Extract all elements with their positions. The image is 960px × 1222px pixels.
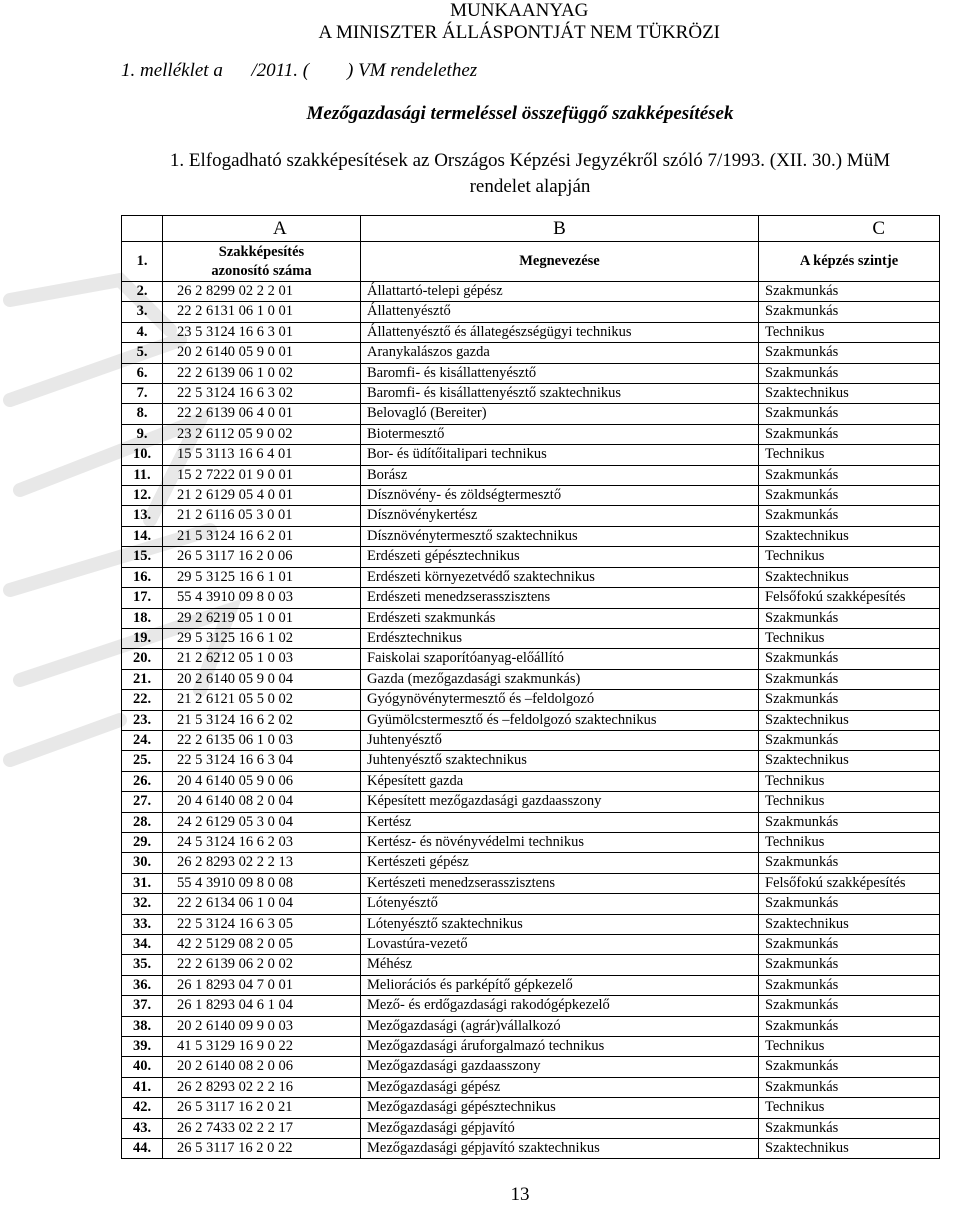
qualification-name: Képesített mezőgazdasági gazdaasszony <box>361 792 759 812</box>
training-level: Szakmunkás <box>759 506 940 526</box>
qualification-code: 22 5 3124 16 6 3 05 <box>163 914 361 934</box>
row-number: 11. <box>122 465 163 485</box>
qualification-name: Erdészeti szakmunkás <box>361 608 759 628</box>
table-row <box>122 853 940 873</box>
training-level: Szaktechnikus <box>759 384 940 404</box>
draft-status-line2: A MINISZTER ÁLLÁSPONTJÁT NEM TÜKRÖZI <box>318 22 720 43</box>
table-row <box>122 649 940 669</box>
training-level: Szakmunkás <box>759 812 940 832</box>
qualification-name: Bor- és üdítőitalipari technikus <box>361 445 759 465</box>
column-letter-a: A <box>163 216 361 242</box>
table-row <box>122 404 940 424</box>
qualification-code: 21 2 6212 05 1 0 03 <box>163 649 361 669</box>
training-level: Szakmunkás <box>759 404 940 424</box>
qualification-name: Dísznövénykertész <box>361 506 759 526</box>
qualification-name: Mezőgazdasági gépész <box>361 1077 759 1097</box>
qualification-name: Kertész <box>361 812 759 832</box>
training-level: Technikus <box>759 792 940 812</box>
training-level: Szaktechnikus <box>759 914 940 934</box>
qualification-code: 29 5 3125 16 6 1 02 <box>163 628 361 648</box>
qualification-code: 15 5 3113 16 6 4 01 <box>163 445 361 465</box>
qualifications-table <box>121 215 940 1159</box>
table-row <box>122 526 940 546</box>
table-row <box>122 628 940 648</box>
training-level: Szakmunkás <box>759 343 940 363</box>
table-row <box>122 465 940 485</box>
training-level: Szakmunkás <box>759 486 940 506</box>
header-code-line1: Szakképesítés <box>218 243 305 260</box>
qualification-code: 21 2 6129 05 4 0 01 <box>163 486 361 506</box>
training-level: Szakmunkás <box>759 955 940 975</box>
row-number: 9. <box>122 424 163 444</box>
table-row <box>122 792 940 812</box>
training-level: Szaktechnikus <box>759 1139 940 1159</box>
row-number: 36. <box>122 975 163 995</box>
table-row <box>122 608 940 628</box>
row-number: 33. <box>122 914 163 934</box>
qualification-name: Juhtenyésztő <box>361 730 759 750</box>
training-level: Szakmunkás <box>759 465 940 485</box>
qualification-name: Borász <box>361 465 759 485</box>
row-number: 41. <box>122 1077 163 1097</box>
table-row <box>122 955 940 975</box>
qualification-name: Kertészeti gépész <box>361 853 759 873</box>
table-row <box>122 975 940 995</box>
qualification-code: 20 2 6140 05 9 0 04 <box>163 669 361 689</box>
column-letter-row <box>122 216 940 242</box>
qualification-name: Lovastúra-vezető <box>361 935 759 955</box>
qualification-name: Erdésztechnikus <box>361 628 759 648</box>
qualification-code: 26 2 7433 02 2 2 17 <box>163 1118 361 1138</box>
row-number: 38. <box>122 1016 163 1036</box>
qualification-code: 55 4 3910 09 8 0 03 <box>163 588 361 608</box>
row-number: 28. <box>122 812 163 832</box>
qualification-name: Lótenyésztő <box>361 894 759 914</box>
row-number: 7. <box>122 384 163 404</box>
training-level: Szakmunkás <box>759 608 940 628</box>
row-number: 20. <box>122 649 163 669</box>
table-row <box>122 302 940 322</box>
annex-reference: 1. melléklet a /2011. ( ) VM rendelethez <box>121 60 478 81</box>
training-level: Szaktechnikus <box>759 526 940 546</box>
row-number: 14. <box>122 526 163 546</box>
qualification-code: 26 5 3117 16 2 0 21 <box>163 1098 361 1118</box>
qualification-code: 42 2 5129 08 2 0 05 <box>163 935 361 955</box>
row-number: 22. <box>122 690 163 710</box>
qualification-name: Dísznövénytermesztő szaktechnikus <box>361 526 759 546</box>
row-number: 12. <box>122 486 163 506</box>
row-number: 35. <box>122 955 163 975</box>
qualification-code: 22 2 6131 06 1 0 01 <box>163 302 361 322</box>
qualification-code: 21 5 3124 16 6 2 01 <box>163 526 361 546</box>
qualification-code: 23 5 3124 16 6 3 01 <box>163 322 361 342</box>
header-name: Megnevezése <box>361 242 759 282</box>
table-row <box>122 1139 940 1159</box>
training-level: Szakmunkás <box>759 1077 940 1097</box>
qualification-code: 20 4 6140 05 9 0 06 <box>163 771 361 791</box>
table-row <box>122 1016 940 1036</box>
row-number: 43. <box>122 1118 163 1138</box>
qualification-code: 26 2 8293 02 2 2 13 <box>163 853 361 873</box>
row-number: 24. <box>122 730 163 750</box>
qualification-name: Mezőgazdasági (agrár)vállalkozó <box>361 1016 759 1036</box>
training-level: Szakmunkás <box>759 935 940 955</box>
qualification-code: 21 2 6116 05 3 0 01 <box>163 506 361 526</box>
row-number: 4. <box>122 322 163 342</box>
training-level: Technikus <box>759 1037 940 1057</box>
qualification-name: Baromfi- és kisállattenyésztő <box>361 363 759 383</box>
qualification-code: 21 5 3124 16 6 2 02 <box>163 710 361 730</box>
column-letter-blank <box>122 216 163 242</box>
row-number: 5. <box>122 343 163 363</box>
training-level: Szaktechnikus <box>759 751 940 771</box>
qualification-name: Mezőgazdasági gazdaasszony <box>361 1057 759 1077</box>
table-row <box>122 282 940 302</box>
row-number: 26. <box>122 771 163 791</box>
table-row <box>122 424 940 444</box>
qualification-code: 26 1 8293 04 7 0 01 <box>163 975 361 995</box>
qualification-name: Mezőgazdasági gépjavító <box>361 1118 759 1138</box>
row-number: 19. <box>122 628 163 648</box>
training-level: Felsőfokú szakképesítés <box>759 588 940 608</box>
table-row <box>122 771 940 791</box>
qualification-code: 15 2 7222 01 9 0 01 <box>163 465 361 485</box>
qualification-code: 22 2 6135 06 1 0 03 <box>163 730 361 750</box>
table-row <box>122 384 940 404</box>
table-row <box>122 914 940 934</box>
table-row <box>122 547 940 567</box>
qualification-code: 26 5 3117 16 2 0 06 <box>163 547 361 567</box>
table-row <box>122 567 940 587</box>
qualification-code: 26 1 8293 04 6 1 04 <box>163 996 361 1016</box>
table-row <box>122 506 940 526</box>
table-row <box>122 486 940 506</box>
row-number: 31. <box>122 873 163 893</box>
qualification-code: 22 5 3124 16 6 3 04 <box>163 751 361 771</box>
training-level: Szakmunkás <box>759 1118 940 1138</box>
table-row <box>122 996 940 1016</box>
draft-status-header <box>319 0 720 44</box>
row-number: 23. <box>122 710 163 730</box>
qualification-code: 20 2 6140 09 9 0 03 <box>163 1016 361 1036</box>
qualification-code: 20 2 6140 08 2 0 06 <box>163 1057 361 1077</box>
training-level: Szakmunkás <box>759 282 940 302</box>
qualification-name: Állattenyésztő <box>361 302 759 322</box>
section-title-line1: 1. Elfogadható szakképesítések az Országos Képzési Jegyzékről szóló 7/1993. (XII. 30.) MüM <box>169 150 891 171</box>
training-level: Technikus <box>759 771 940 791</box>
qualification-code: 29 5 3125 16 6 1 01 <box>163 567 361 587</box>
qualification-code: 22 2 6134 06 1 0 04 <box>163 894 361 914</box>
header-code <box>163 242 361 282</box>
row-number: 3. <box>122 302 163 322</box>
training-level: Szakmunkás <box>759 1016 940 1036</box>
row-number: 42. <box>122 1098 163 1118</box>
qualification-name: Aranykalászos gazda <box>361 343 759 363</box>
qualification-name: Gazda (mezőgazdasági szakmunkás) <box>361 669 759 689</box>
table-row <box>122 894 940 914</box>
qualification-name: Baromfi- és kisállattenyésztő szaktechnikus <box>361 384 759 404</box>
qualification-code: 23 2 6112 05 9 0 02 <box>163 424 361 444</box>
qualification-name: Erdészeti menedzserasszisztens <box>361 588 759 608</box>
qualification-name: Mezőgazdasági áruforgalmazó technikus <box>361 1037 759 1057</box>
qualification-code: 22 2 6139 06 2 0 02 <box>163 955 361 975</box>
qualification-name: Gyógynövénytermesztő és –feldolgozó <box>361 690 759 710</box>
training-level: Technikus <box>759 322 940 342</box>
row-number: 44. <box>122 1139 163 1159</box>
row-number: 10. <box>122 445 163 465</box>
header-level: A képzés szintje <box>759 242 940 282</box>
training-level: Szakmunkás <box>759 996 940 1016</box>
training-level: Technikus <box>759 445 940 465</box>
training-level: Technikus <box>759 832 940 852</box>
qualification-code: 22 2 6139 06 1 0 02 <box>163 363 361 383</box>
row-number: 8. <box>122 404 163 424</box>
row-number: 27. <box>122 792 163 812</box>
qualifications-table-body <box>122 216 940 1159</box>
qualification-name: Biotermesztő <box>361 424 759 444</box>
qualification-code: 22 5 3124 16 6 3 02 <box>163 384 361 404</box>
row-number: 18. <box>122 608 163 628</box>
training-level: Szaktechnikus <box>759 567 940 587</box>
row-number: 40. <box>122 1057 163 1077</box>
qualification-name: Belovagló (Bereiter) <box>361 404 759 424</box>
qualification-code: 26 2 8293 02 2 2 16 <box>163 1077 361 1097</box>
qualification-code: 26 5 3117 16 2 0 22 <box>163 1139 361 1159</box>
row-number: 13. <box>122 506 163 526</box>
qualification-name: Méhész <box>361 955 759 975</box>
training-level: Szakmunkás <box>759 975 940 995</box>
header-row-number: 1. <box>122 242 163 282</box>
qualification-name: Lótenyésztő szaktechnikus <box>361 914 759 934</box>
row-number: 30. <box>122 853 163 873</box>
training-level: Szakmunkás <box>759 649 940 669</box>
qualification-name: Mező- és erdőgazdasági rakodógépkezelő <box>361 996 759 1016</box>
table-row <box>122 1037 940 1057</box>
table-row <box>122 363 940 383</box>
row-number: 37. <box>122 996 163 1016</box>
table-row <box>122 669 940 689</box>
row-number: 32. <box>122 894 163 914</box>
table-row <box>122 873 940 893</box>
table-row <box>122 710 940 730</box>
training-level: Szakmunkás <box>759 424 940 444</box>
training-level: Felsőfokú szakképesítés <box>759 873 940 893</box>
qualification-name: Erdészeti környezetvédő szaktechnikus <box>361 567 759 587</box>
row-number: 25. <box>122 751 163 771</box>
page-number: 13 <box>510 1184 530 1205</box>
qualification-name: Mezőgazdasági gépjavító szaktechnikus <box>361 1139 759 1159</box>
table-row <box>122 751 940 771</box>
table-row <box>122 812 940 832</box>
qualification-name: Állattartó-telepi gépész <box>361 282 759 302</box>
row-number: 34. <box>122 935 163 955</box>
qualification-code: 55 4 3910 09 8 0 08 <box>163 873 361 893</box>
training-level: Technikus <box>759 628 940 648</box>
document-subject: Mezőgazdasági termeléssel összefüggő szakképesítések <box>306 103 734 124</box>
qualification-name: Képesített gazda <box>361 771 759 791</box>
table-row <box>122 935 940 955</box>
training-level: Szakmunkás <box>759 669 940 689</box>
training-level: Szaktechnikus <box>759 710 940 730</box>
table-row <box>122 1098 940 1118</box>
table-row <box>122 1057 940 1077</box>
section-title-line2: rendelet alapján <box>469 176 591 197</box>
qualification-code: 20 4 6140 08 2 0 04 <box>163 792 361 812</box>
row-number: 39. <box>122 1037 163 1057</box>
row-number: 29. <box>122 832 163 852</box>
qualification-code: 20 2 6140 05 9 0 01 <box>163 343 361 363</box>
qualification-name: Gyümölcstermesztő és –feldolgozó szaktechnikus <box>361 710 759 730</box>
table-header-row <box>122 242 940 282</box>
table-row <box>122 1077 940 1097</box>
column-letter-c: C <box>759 216 940 242</box>
table-row <box>122 730 940 750</box>
training-level: Szakmunkás <box>759 302 940 322</box>
row-number: 17. <box>122 588 163 608</box>
row-number: 6. <box>122 363 163 383</box>
table-row <box>122 832 940 852</box>
qualification-name: Dísznövény- és zöldségtermesztő <box>361 486 759 506</box>
qualification-name: Állattenyésztő és állategészségügyi technikus <box>361 322 759 342</box>
qualification-code: 22 2 6139 06 4 0 01 <box>163 404 361 424</box>
qualification-name: Erdészeti gépésztechnikus <box>361 547 759 567</box>
row-number: 21. <box>122 669 163 689</box>
qualification-code: 29 2 6219 05 1 0 01 <box>163 608 361 628</box>
qualification-code: 26 2 8299 02 2 2 01 <box>163 282 361 302</box>
training-level: Szakmunkás <box>759 730 940 750</box>
qualification-name: Mezőgazdasági gépésztechnikus <box>361 1098 759 1118</box>
table-row <box>122 1118 940 1138</box>
training-level: Szakmunkás <box>759 1057 940 1077</box>
row-number: 2. <box>122 282 163 302</box>
qualification-code: 41 5 3129 16 9 0 22 <box>163 1037 361 1057</box>
qualification-name: Faiskolai szaporítóanyag-előállító <box>361 649 759 669</box>
table-row <box>122 690 940 710</box>
training-level: Szakmunkás <box>759 690 940 710</box>
qualification-name: Kertészeti menedzserasszisztens <box>361 873 759 893</box>
section-title <box>130 148 930 200</box>
row-number: 16. <box>122 567 163 587</box>
training-level: Szakmunkás <box>759 363 940 383</box>
training-level: Technikus <box>759 1098 940 1118</box>
training-level: Szakmunkás <box>759 894 940 914</box>
training-level: Technikus <box>759 547 940 567</box>
table-row <box>122 343 940 363</box>
draft-status-line1: MUNKAANYAG <box>450 0 589 21</box>
training-level: Szakmunkás <box>759 853 940 873</box>
qualification-code: 24 5 3124 16 6 2 03 <box>163 832 361 852</box>
qualification-code: 24 2 6129 05 3 0 04 <box>163 812 361 832</box>
qualification-code: 21 2 6121 05 5 0 02 <box>163 690 361 710</box>
header-code-line2: azonosító száma <box>211 262 312 279</box>
table-row <box>122 445 940 465</box>
row-number: 15. <box>122 547 163 567</box>
qualification-name: Juhtenyésztő szaktechnikus <box>361 751 759 771</box>
table-row <box>122 322 940 342</box>
table-row <box>122 588 940 608</box>
qualification-name: Kertész- és növényvédelmi technikus <box>361 832 759 852</box>
column-letter-b: B <box>361 216 759 242</box>
qualification-name: Meliorációs és parképítő gépkezelő <box>361 975 759 995</box>
